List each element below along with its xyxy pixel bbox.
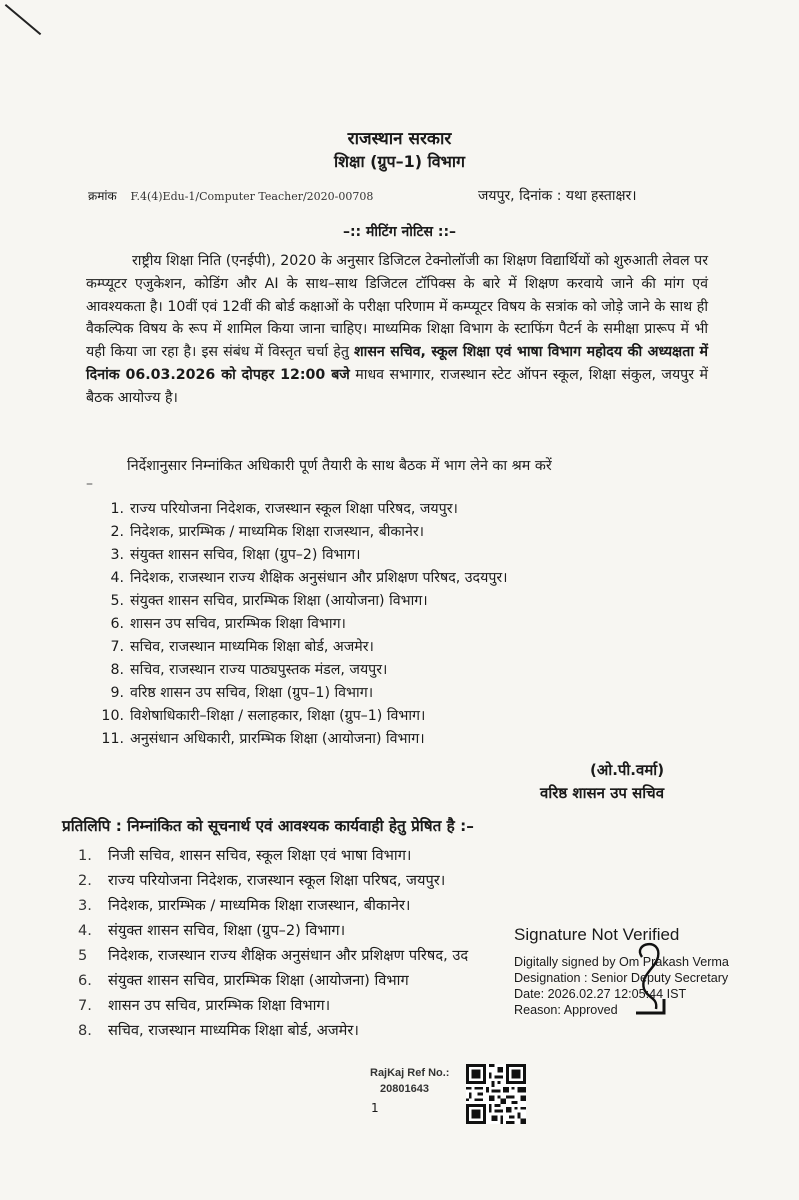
signature-status: Signature Not Verified — [514, 925, 680, 944]
list-item: 5. संयुक्त शासन सचिव, प्रारम्भिक शिक्षा (आयोजना) विभाग। — [110, 593, 428, 609]
list-item: 2. निदेशक, प्रारम्भिक / माध्यमिक शिक्षा राजस्थान, बीकानेर। — [110, 524, 425, 540]
signatory-designation: वरिष्ठ शासन उप सचिव — [540, 784, 665, 802]
meeting-notice-title: –:: मीटिंग नोटिस ::– — [342, 224, 457, 240]
list-item: 3. निदेशक, प्रारम्भिक / माध्यमिक शिक्षा राजस्थान, बीकानेर। — [78, 897, 411, 914]
page-number: 1 — [371, 1101, 379, 1115]
para-text-2: माधव सभागार, राजस्थान स्टेट ऑपन स्कूल, शिक्षा संकुल, जयपुर में बैठक आयोज्य है। — [86, 366, 708, 406]
reference-number — [88, 187, 373, 204]
list-item: 9. वरिष्ठ शासन उप सचिव, शिक्षा (ग्रुप–1) विभाग। — [110, 685, 374, 701]
place-date: जयपुर, दिनांक : यथा हस्ताक्षर। — [478, 188, 637, 204]
list-item: 8. सचिव, राजस्थान राज्य पाठ्यपुस्तक मंडल, जयपुर। — [110, 662, 388, 678]
list-item: 1. निजी सचिव, शासन सचिव, स्कूल शिक्षा एवं भाषा विभाग। — [78, 847, 412, 864]
list-item: 7. सचिव, राजस्थान माध्यमिक शिक्षा बोर्ड, अजमेर। — [110, 639, 374, 655]
list-item: 3. संयुक्त शासन सचिव, शिक्षा (ग्रुप–2) विभाग। — [110, 547, 361, 563]
attendee-list — [98, 498, 658, 751]
list-item: 7. शासन उप सचिव, प्रारम्भिक शिक्षा विभाग। — [78, 997, 331, 1014]
dash-mark: – — [86, 476, 93, 492]
list-item: 11. अनुसंधान अधिकारी, प्रारम्भिक शिक्षा (आयोजना) विभाग। — [101, 731, 425, 747]
list-item: 1. राज्य परियोजना निदेशक, राजस्थान स्कूल शिक्षा परिषद, जयपुर। — [110, 501, 458, 517]
list-item: 4. संयुक्त शासन सचिव, शिक्षा (ग्रुप–2) विभाग। — [78, 922, 346, 939]
signer-designation: Designation : Senior Deputy Secretary — [514, 971, 729, 985]
govt-heading: राजस्थान सरकार — [347, 129, 452, 149]
para-text-1: राष्ट्रीय शिक्षा निति (एनईपी), 2020 के अनुसार डिजिटल टेक्नोलॉजी का शिक्षण विद्यार्थियों को शुरुआती लेवल पर कम्प्यूटर एजुकेशन, कोडिंग और AI के साथ–साथ डिजिटल टॉपिक्स के बारे में शिक्षण करवाये जाने की मांग एवं आवश्यकता है। 10वीं एवं 12वीं की बोर्ड कक्षाओं के परीक्षा परिणाम में कम्प्यूटर विषय के सत्रांक को जोड़े जाने के साथ ही वैकल्पिक विषय के रूप में शामिल किया जाना चाहिए। माध्यमिक शिक्षा विभाग के स्टाफिंग पैटर्न के समीक्षा प्रारूप में भी यही किया जा रहा है। इस संबंध में विस्तृत चर्चा हेतु — [86, 253, 708, 361]
list-item: 10. विशेषाधिकारी–शिक्षा / सलाहकार, शिक्षा (ग्रुप–1) विभाग। — [101, 708, 426, 724]
ref-code: F.4(4)Edu-1/Computer Teacher/2020-00708 — [130, 190, 374, 203]
signature-reason: Reason: Approved — [514, 1003, 618, 1017]
ref-label: क्रमांक — [88, 189, 117, 203]
instruction-line: निर्देशानुसार निम्नांकित अधिकारी पूर्ण तैयारी के साथ बैठक में भाग लेने का श्रम करें — [127, 458, 552, 474]
signatory-name: (ओ.पी.वर्मा) — [590, 761, 665, 779]
copy-to-heading: प्रतिलिपि : निम्नांकित को सूचनार्थ एवं आवश्यक कार्यवाही हेतु प्रेषित है :– — [62, 817, 474, 835]
list-item: 5 निदेशक, राजस्थान राज्य शैक्षिक अनुसंधान और प्रशिक्षण परिषद, उद — [78, 947, 469, 964]
signed-by: Digitally signed by Om Prakash Verma — [514, 955, 729, 969]
corner-mark — [5, 4, 42, 35]
para-bold-text: शासन सचिव, स्कूल शिक्षा एवं भाषा विभाग महोदय की अध्यक्षता में दिनांक 06.03.2026 को दोपहर 12:00 बजे — [86, 344, 708, 383]
rajkaj-number: 20801643 — [380, 1083, 429, 1095]
list-item: 8. सचिव, राजस्थान माध्यमिक शिक्षा बोर्ड, अजमेर। — [78, 1022, 359, 1039]
signature-date: Date: 2026.02.27 12:05:44 IST — [514, 987, 687, 1001]
list-item: 2. राज्य परियोजना निदेशक, राजस्थान स्कूल शिक्षा परिषद, जयपुर। — [78, 872, 446, 889]
list-item: 6. संयुक्त शासन सचिव, प्रारम्भिक शिक्षा (आयोजना) विभाग — [78, 972, 409, 989]
notice-paragraph — [86, 250, 708, 410]
list-item: 4. निदेशक, राजस्थान राज्य शैक्षिक अनुसंधान और प्रशिक्षण परिषद, उदयपुर। — [110, 570, 508, 586]
department-heading: शिक्षा (ग्रुप–1) विभाग — [333, 152, 466, 171]
list-item: 6. शासन उप सचिव, प्रारम्भिक शिक्षा विभाग। — [110, 616, 346, 632]
qr-code-icon — [466, 1064, 526, 1124]
digital-signature-block — [510, 925, 785, 1035]
rajkaj-label: RajKaj Ref No.: — [370, 1067, 450, 1079]
